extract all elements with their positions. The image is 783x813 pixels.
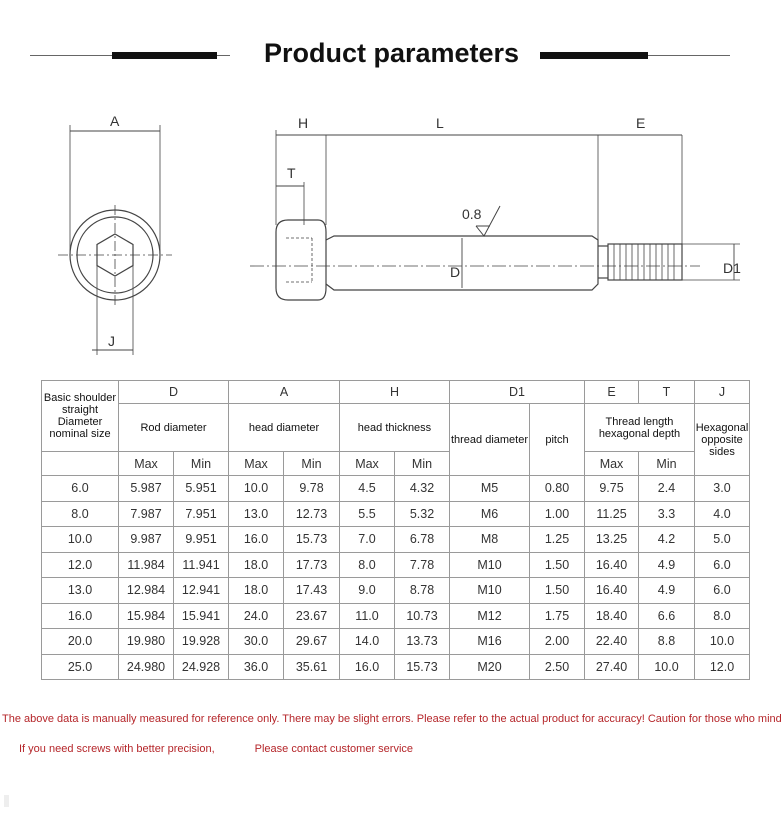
table-cell: 15.73	[284, 527, 340, 553]
table-cell: 10.0	[42, 527, 119, 553]
customer-service-note: Please contact customer service	[254, 743, 414, 755]
precision-note: If you need screws with better precision,	[19, 743, 215, 755]
table-cell: 13.25	[585, 527, 639, 553]
minmax-label: Max	[229, 452, 284, 476]
dim-label-l: L	[436, 115, 444, 131]
minmax-label: Min	[395, 452, 450, 476]
table-cell: 5.951	[174, 476, 229, 502]
table-cell: 19.980	[119, 629, 174, 655]
minmax-label: Max	[119, 452, 174, 476]
table-cell: 9.75	[585, 476, 639, 502]
group-header-d: D	[119, 381, 229, 404]
table-cell: 4.32	[395, 476, 450, 502]
table-cell: 16.40	[585, 578, 639, 604]
dim-label-h: H	[298, 115, 309, 131]
table-cell: 4.9	[639, 552, 695, 578]
table-row	[42, 552, 750, 578]
title-bar	[0, 30, 783, 80]
table-cell: 10.73	[395, 603, 450, 629]
table-cell: 23.67	[284, 603, 340, 629]
table-cell: 18.0	[229, 578, 284, 604]
table-cell: 6.78	[395, 527, 450, 553]
table-cell: 5.32	[395, 501, 450, 527]
table-cell: 20.0	[42, 629, 119, 655]
table-cell: 11.941	[174, 552, 229, 578]
minmax-label: Min	[639, 452, 695, 476]
table-body	[42, 476, 750, 680]
table-cell: M10	[450, 552, 530, 578]
bolt-thread	[608, 244, 682, 280]
table-cell: 1.75	[530, 603, 585, 629]
table-cell: 6.0	[695, 578, 750, 604]
table-cell: 15.73	[395, 654, 450, 680]
parameter-table	[41, 380, 750, 680]
table-cell: 10.0	[229, 476, 284, 502]
table-cell: M16	[450, 629, 530, 655]
group-header-d1: D1	[450, 381, 585, 404]
table-cell: 7.987	[119, 501, 174, 527]
table-cell: 2.4	[639, 476, 695, 502]
minmax-label: Max	[340, 452, 395, 476]
dim-label-t: T	[287, 165, 296, 181]
table-cell: 18.40	[585, 603, 639, 629]
table-cell: 9.951	[174, 527, 229, 553]
table-cell: 1.25	[530, 527, 585, 553]
table-cell: 8.0	[340, 552, 395, 578]
table-cell: 13.0	[42, 578, 119, 604]
table-cell: 12.0	[695, 654, 750, 680]
table-cell: 24.980	[119, 654, 174, 680]
col-header-nominal: Basic shoulder straight Diameter nominal size	[42, 381, 119, 452]
minmax-blank	[42, 452, 119, 476]
table-cell: 8.78	[395, 578, 450, 604]
table-cell: 3.3	[639, 501, 695, 527]
group-header-row	[42, 381, 750, 404]
table-cell: 8.8	[639, 629, 695, 655]
table-cell: 15.984	[119, 603, 174, 629]
table-row	[42, 603, 750, 629]
table-cell: 7.951	[174, 501, 229, 527]
table-cell: 16.40	[585, 552, 639, 578]
table-cell: 1.50	[530, 552, 585, 578]
table-row	[42, 476, 750, 502]
table-cell: 10.0	[639, 654, 695, 680]
sub-header-pitch: pitch	[530, 404, 585, 476]
table-cell: 9.987	[119, 527, 174, 553]
roughness-label: 0.8	[462, 206, 482, 222]
table-cell: 9.0	[340, 578, 395, 604]
contact-note	[19, 743, 413, 755]
group-header-t: T	[639, 381, 695, 404]
table-cell: 12.73	[284, 501, 340, 527]
table-cell: 17.73	[284, 552, 340, 578]
table-cell: M10	[450, 578, 530, 604]
group-header-a: A	[229, 381, 340, 404]
dim-label-d: D	[450, 264, 461, 280]
table-cell: 8.0	[695, 603, 750, 629]
group-header-e: E	[585, 381, 639, 404]
dim-label-j: J	[108, 333, 115, 349]
sub-header-length-depth: Thread length hexagonal depth	[585, 404, 695, 452]
minmax-row	[42, 452, 750, 476]
sub-header-opposite-sides: Hexagonal opposite sides	[695, 404, 750, 476]
table-cell: 36.0	[229, 654, 284, 680]
table-row	[42, 654, 750, 680]
table-cell: M8	[450, 527, 530, 553]
table-cell: 2.50	[530, 654, 585, 680]
table-cell: 7.78	[395, 552, 450, 578]
table-cell: 16.0	[229, 527, 284, 553]
table-cell: 1.50	[530, 578, 585, 604]
table-cell: 29.67	[284, 629, 340, 655]
table-cell: 16.0	[42, 603, 119, 629]
minmax-label: Min	[284, 452, 340, 476]
sub-header-thread: thread diameter	[450, 404, 530, 476]
table-cell: 4.2	[639, 527, 695, 553]
title-bar-right	[540, 52, 648, 59]
table-row	[42, 501, 750, 527]
table-cell: 6.0	[695, 552, 750, 578]
table-cell: 11.984	[119, 552, 174, 578]
table-cell: 14.0	[340, 629, 395, 655]
table-cell: 12.984	[119, 578, 174, 604]
corner-mark	[4, 795, 9, 807]
table-cell: 24.0	[229, 603, 284, 629]
table-cell: 2.00	[530, 629, 585, 655]
dim-label-d1: D1	[723, 260, 741, 276]
sub-header-rod: Rod diameter	[119, 404, 229, 452]
table-cell: 30.0	[229, 629, 284, 655]
table-cell: 24.928	[174, 654, 229, 680]
table-cell: 4.9	[639, 578, 695, 604]
minmax-label: Min	[174, 452, 229, 476]
table-row	[42, 527, 750, 553]
table-cell: 13.0	[229, 501, 284, 527]
table-cell: 10.0	[695, 629, 750, 655]
table-cell: 7.0	[340, 527, 395, 553]
table-cell: M5	[450, 476, 530, 502]
dim-label-a: A	[110, 113, 120, 129]
table-cell: 3.0	[695, 476, 750, 502]
table-cell: 8.0	[42, 501, 119, 527]
table-row	[42, 629, 750, 655]
table-cell: 1.00	[530, 501, 585, 527]
table-cell: M12	[450, 603, 530, 629]
table-cell: 18.0	[229, 552, 284, 578]
table-cell: 4.5	[340, 476, 395, 502]
table-cell: 13.73	[395, 629, 450, 655]
group-header-j: J	[695, 381, 750, 404]
disclaimer-note: The above data is manually measured for reference only. There may be slight errors. Please refer to the actual product for accuracy! Caution for those who mind	[2, 713, 782, 725]
table-cell: 27.40	[585, 654, 639, 680]
group-header-h: H	[340, 381, 450, 404]
minmax-label: Max	[585, 452, 639, 476]
table-cell: M20	[450, 654, 530, 680]
table-cell: 11.25	[585, 501, 639, 527]
table-cell: 35.61	[284, 654, 340, 680]
table-cell: 16.0	[340, 654, 395, 680]
sub-header-head: head diameter	[229, 404, 340, 452]
bolt-head	[276, 220, 326, 300]
table-cell: 19.928	[174, 629, 229, 655]
page-title: Product parameters	[263, 38, 520, 68]
table-cell: 25.0	[42, 654, 119, 680]
table-row	[42, 578, 750, 604]
table-cell: 5.0	[695, 527, 750, 553]
table-cell: 6.6	[639, 603, 695, 629]
table-cell: 11.0	[340, 603, 395, 629]
table-cell: 12.941	[174, 578, 229, 604]
table-cell: 17.43	[284, 578, 340, 604]
sub-header-row	[42, 404, 750, 452]
bolt-drawing	[0, 100, 783, 380]
table-cell: 5.5	[340, 501, 395, 527]
table-cell: 12.0	[42, 552, 119, 578]
table-cell: 4.0	[695, 501, 750, 527]
sub-header-thickness: head thickness	[340, 404, 450, 452]
dim-label-e: E	[636, 115, 646, 131]
table-cell: 15.941	[174, 603, 229, 629]
table-cell: 0.80	[530, 476, 585, 502]
table-cell: M6	[450, 501, 530, 527]
table-cell: 6.0	[42, 476, 119, 502]
table-cell: 22.40	[585, 629, 639, 655]
table-cell: 5.987	[119, 476, 174, 502]
table-cell: 9.78	[284, 476, 340, 502]
